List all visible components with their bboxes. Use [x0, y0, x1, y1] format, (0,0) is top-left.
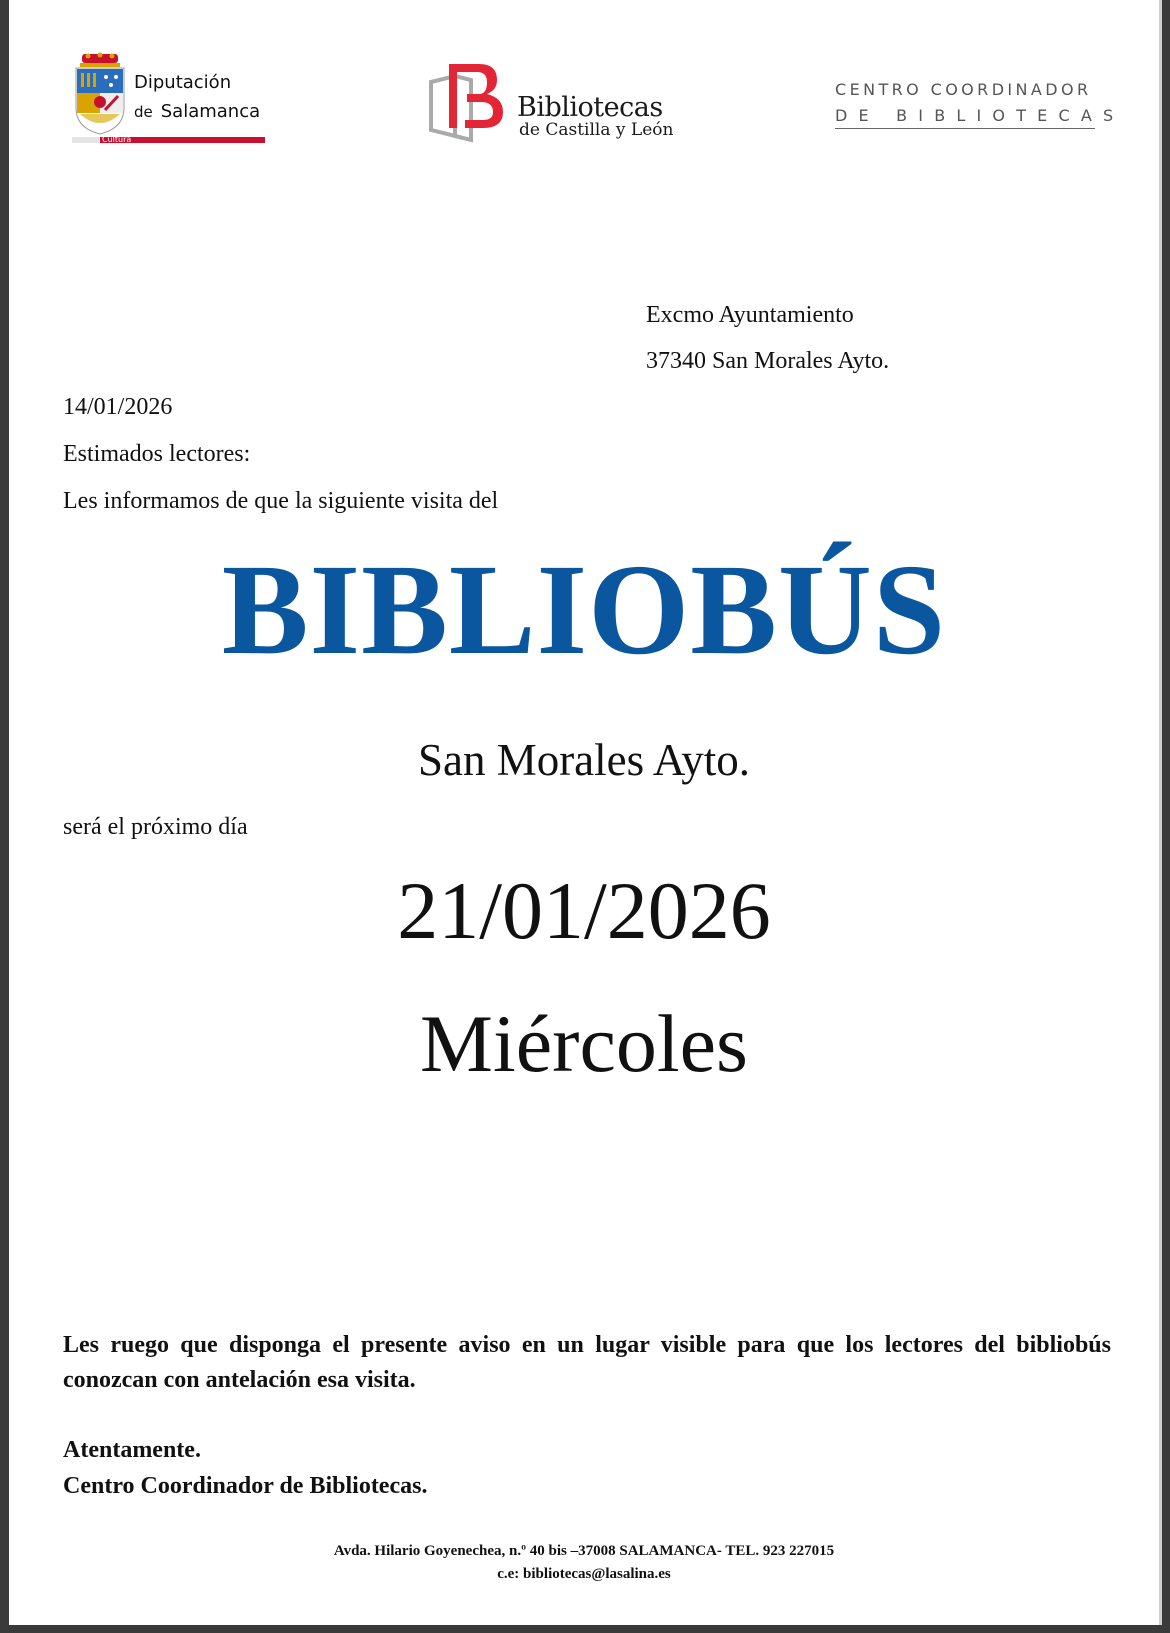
centro-coordinador-logo	[835, 80, 1125, 130]
centro-coordinador-line1: CENTRO COORDINADOR	[835, 80, 1092, 99]
next-day-text: será el próximo día	[63, 814, 248, 840]
diputacion-de: de	[134, 103, 153, 121]
visit-location: San Morales Ayto.	[417, 735, 751, 785]
intro-text: Les informamos de que la siguiente visita del	[63, 488, 499, 514]
footer-address: Avda. Hilario Goyenechea, n.º 40 bis –37008 SALAMANCA- TEL. 923 227015	[333, 1543, 835, 1559]
bibliobus-title: BIBLIOBÚS	[221, 538, 947, 682]
diputacion-salamanca-logo	[72, 52, 282, 148]
centro-coordinador-rule	[835, 128, 1095, 129]
bibliotecas-label: Bibliotecas	[517, 92, 663, 123]
footer-email: c.e: bibliotecas@lasalina.es	[497, 1566, 671, 1582]
centro-coordinador-line2: DE BIBLIOTECAS	[835, 106, 1125, 125]
diputacion-red-bar	[72, 137, 265, 143]
diputacion-province	[134, 101, 260, 122]
bibliotecas-castilla-leon-logo	[427, 64, 697, 144]
castilla-leon-label: de Castilla y León	[519, 120, 674, 140]
book-b-icon	[427, 64, 517, 144]
diputacion-gray-bar	[72, 137, 100, 143]
diputacion-name: Diputación	[134, 72, 232, 93]
recipient-address: 37340 San Morales Ayto.	[646, 348, 890, 374]
letter-date: 14/01/2026	[63, 394, 173, 420]
recipient-name: Excmo Ayuntamiento	[646, 302, 854, 328]
diputacion-salamanca: Salamanca	[160, 101, 261, 122]
coat-of-arms-icon	[72, 52, 128, 136]
visit-date: 21/01/2026	[397, 865, 771, 956]
visit-weekday: Miércoles	[420, 998, 748, 1089]
closing-salutation: Atentamente.	[63, 1437, 201, 1463]
letter-page	[9, 0, 1162, 1625]
greeting: Estimados lectores:	[63, 441, 251, 467]
closing-signature: Centro Coordinador de Bibliotecas.	[63, 1473, 428, 1499]
request-paragraph: Les ruego que disponga el presente aviso en un lugar visible para que los lectores del bibliobús conozcan con antelación esa visita.	[63, 1332, 1111, 1393]
diputacion-cultura-tag: Cultura	[102, 135, 132, 144]
